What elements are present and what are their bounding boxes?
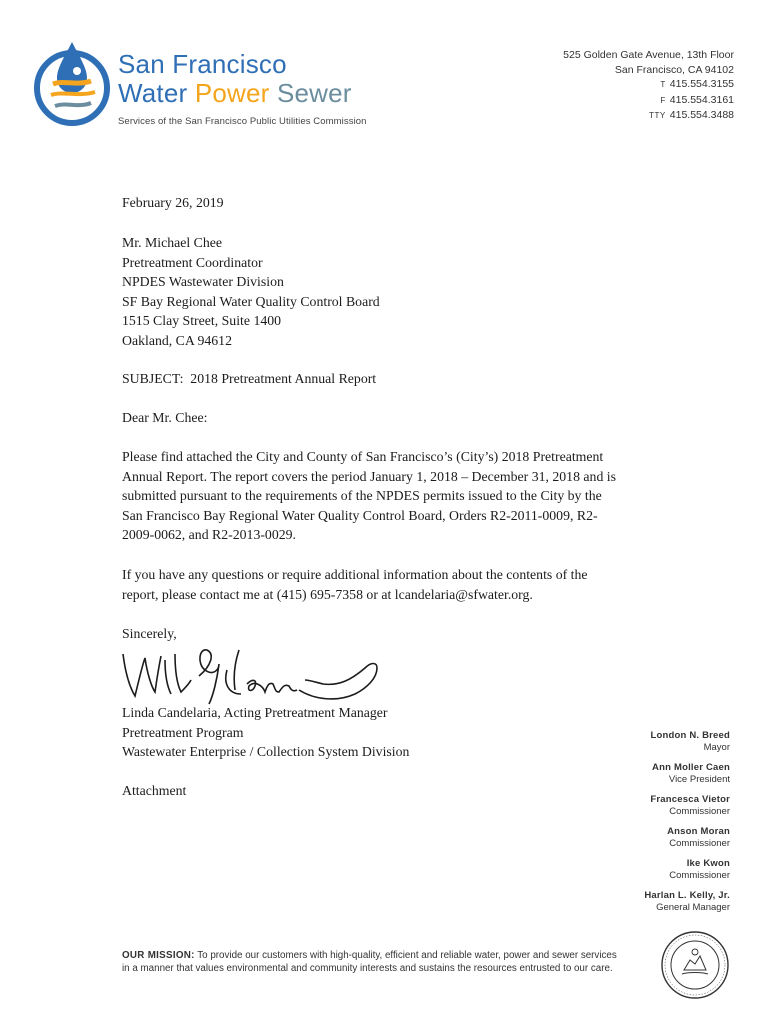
official-name: Francesca Vietor [650,794,730,805]
address-tty: 415.554.3488 [669,109,734,121]
letter-salutation: Dear Mr. Chee: [122,410,208,425]
official-role: Commissioner [669,870,730,881]
fax-label: F [660,95,666,105]
attachment-note: Attachment [122,783,187,798]
officials-list [644,730,730,922]
recipient-line: Pretreatment Coordinator [122,254,263,270]
letter-closing: Sincerely, [122,626,177,641]
brand-power: Power [194,78,270,108]
letter-paragraph-2: If you have any questions or require additional information about the contents of the report, please contact me at (415) 695-7358 or at lcandelaria@sfwater.org. [122,567,588,602]
brand-block [118,50,367,127]
mission-text: To provide our customers with high-quality, efficient and reliable water, power and sewer services in a manner that values environmental and community interests and sustains the resources entrusted to our care. [122,950,617,974]
sfpuc-logo-icon [33,38,111,128]
brand-water: Water [118,78,188,108]
official-entry [644,890,730,914]
official-name: Ike Kwon [686,858,730,869]
brand-name-line2 [118,78,367,108]
official-role: Commissioner [669,838,730,849]
official-name: London N. Breed [650,730,730,741]
official-name: Ann Moller Caen [652,762,730,773]
brand-sewer: Sewer [276,78,352,108]
letterhead-address [563,48,734,124]
official-entry [644,794,730,818]
address-phone: 415.554.3155 [669,78,734,90]
handwritten-signature [115,640,385,710]
recipient-line: SF Bay Regional Water Quality Control Board [122,293,380,309]
recipient-line: Oakland, CA 94612 [122,332,232,348]
tty-label: TTY [649,111,666,120]
phone-label: T [660,80,666,89]
brand-name-line1: San Francisco [118,49,287,79]
letter-paragraph-1: Please find attached the City and County of San Francisco’s (City’s) 2018 Pretreatment Annual Report. The report covers the period January 1, 2018 – December 31, 2018 and is submitted pursuant to the requirements of the NPDES permits issued to the City by the San Francisco Bay Regional Water Quality Control Board, Orders R2-2011-0009, R2-2009-0062, and R2-2013-0029. [122,449,616,542]
official-role: General Manager [656,902,730,913]
official-entry [644,730,730,754]
official-role: Commissioner [669,806,730,817]
mission-statement [122,949,622,975]
city-seal-icon [660,930,730,1000]
mission-label: OUR MISSION: [122,950,195,961]
official-entry [644,826,730,850]
brand-tagline: Services of the San Francisco Public Utilities Commission [118,116,367,127]
address-fax: 415.554.3161 [669,93,734,106]
address-street: 525 Golden Gate Avenue, 13th Floor [563,49,734,61]
letter-date: February 26, 2019 [122,195,224,210]
signer-block [122,703,622,762]
recipient-line: NPDES Wastewater Division [122,274,284,289]
signer-line: Wastewater Enterprise / Collection System Division [122,744,410,759]
official-name: Harlan L. Kelly, Jr. [644,890,730,901]
recipient-line: 1515 Clay Street, Suite 1400 [122,313,282,328]
address-tty-row [563,108,734,124]
address-fax-row [563,93,734,109]
official-entry [644,762,730,786]
address-phone-row [563,77,734,93]
recipient-line: Mr. Michael Chee [122,235,223,250]
signer-line: Pretreatment Program [122,724,244,740]
official-role: Mayor [703,742,730,753]
official-role: Vice President [668,774,730,785]
official-entry [644,858,730,882]
address-city: San Francisco, CA 94102 [614,63,734,76]
recipient-block [122,233,622,350]
letter-subject: SUBJECT: 2018 Pretreatment Annual Report [122,371,377,386]
signer-line: Linda Candelaria, Acting Pretreatment Manager [122,705,388,720]
official-name: Anson Moran [667,826,730,837]
